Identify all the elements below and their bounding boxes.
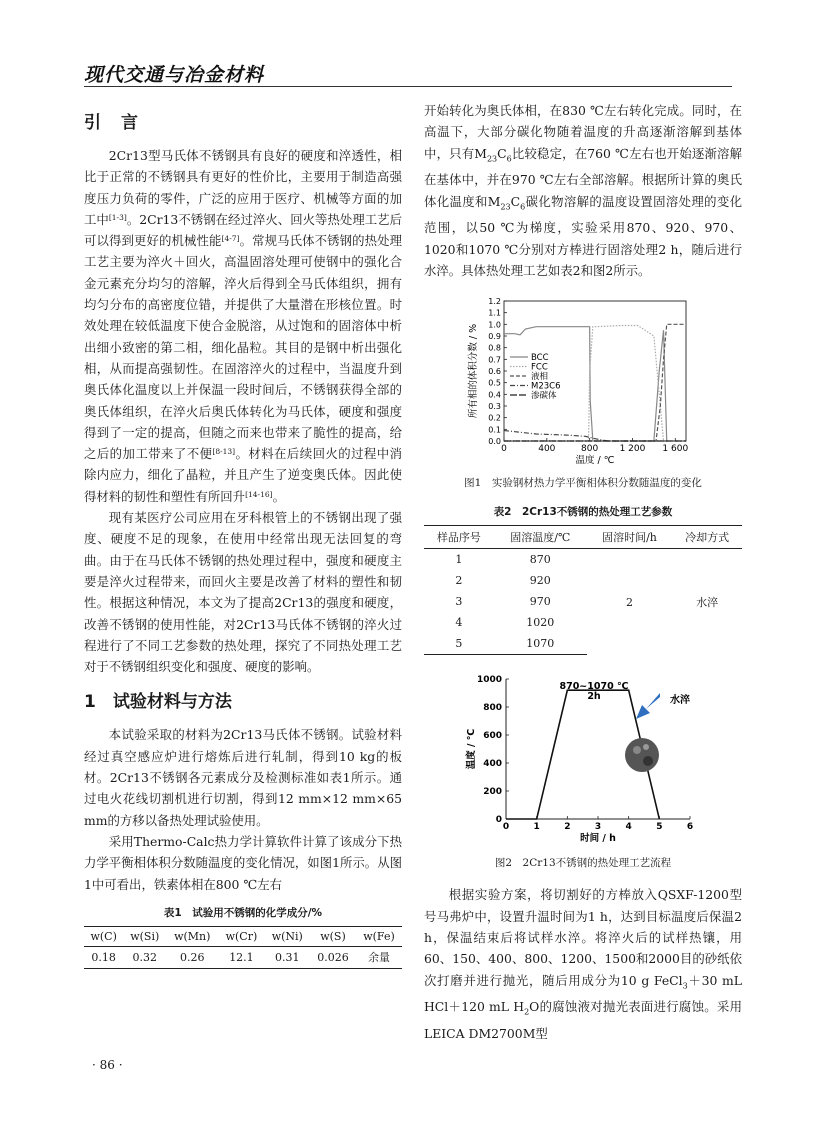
section1-paragraph-1: 本试验采取的材料为2Cr13马氏体不锈钢。试验材料经过真空感应炉进行熔炼后进行轧制，得到10 kg的板材。2Cr13不锈钢各元素成分及检测标准如表1所示。通过电火花线切割机进行切割，得到12 mm×12 mm×65 mm的方移以备热处理试验使用。 [84,727,402,828]
figure2-y-tick-label: 400 [483,759,502,770]
table1-header-cell: w(S) [310,926,356,946]
table2-cell: 1070 [494,633,587,655]
specimen-micrograph-image [625,738,659,772]
figure2-annotation-time: 2h [587,691,601,703]
section1-paragraph-2: 采用Thermo-Calc热力学计算软件计算了该成分下热力学平衡相体积分数随温度的变化情况，如图1所示。从图1中可看出，铁素体相在800 ℃左右 [84,833,402,892]
table2-cell: 870 [529,553,551,567]
figure2-annotation-quench: 水淬 [670,695,690,707]
figure1-legend-label: 渗碳体 [531,391,557,402]
table2-cell: 970 [529,595,551,609]
figure1-y-axis-label: 所有相的体积分数 / % [468,324,479,419]
figure1-x-tick-label: 800 [581,444,599,455]
right-paragraph-2: 根据实验方案，将切割好的方棒放入QSXF-1200型号马弗炉中，设置升温时间为1 h，达到目标温度后保温2 h，保温结束后将试样水淬。将淬火后的试样热镶，用60、150、400、800、1200、1500和2000目的砂纸依次打磨并进行抛光，随后用成分为10 g FeCl$_3$＋30 mL HCl＋120 mL $H_2O$的腐蚀液对抛光表面进行腐蚀。采用LEICA DM2700M型 [424,887,742,1042]
table1-header-cell: w(Ni) [265,926,310,946]
figure1-y-tick-label: 0.6 [488,367,501,377]
intro-paragraph-2: 现有某医疗公司应用在牙科根管上的不锈钢出现了强度、硬度不足的现象，在使用中经常出现无法回复的弯曲。由于在马氏体不锈钢的热处理过程中，强度和硬度主要是淬火过程带来，而回火主要是改善了材料的塑性和韧性。根据这种情况，本文为了提高2Cr13的强度和硬度，改善不锈钢的使用性能，对2Cr13马氏体不锈钢的淬火过程进行了不同工艺参数的热处理，探究了不同热处理工艺对于不锈钢组织变化和强度、硬度的影响。 [84,510,402,675]
micrograph-texture [633,746,641,754]
citation: [4-7] [221,234,240,244]
table2-merged-time: 2 [626,595,633,609]
table1-header-cell: w(Si) [123,926,166,946]
figure1-caption: 图1 实验钢材热力学平衡相体积分数随温度的变化 [464,477,702,490]
intro-heading-char2: 言 [121,113,138,133]
table1-header-cell: w(Cr) [218,926,264,946]
table1-cell: 0.26 [166,946,218,968]
figure1-y-tick-label: 0.4 [488,390,501,400]
figure1-x-axis-label: 温度 / ℃ [575,455,615,467]
table2-cell: 2 [455,574,463,588]
page-number: · 86 · [92,1058,123,1072]
table2-cell: 920 [529,574,551,588]
table2-cell: 4 [455,616,463,630]
table2-cell: 3 [455,595,463,609]
figure1-legend-label: FCC [531,362,548,373]
table2 [424,525,742,655]
table2-caption: 表2 2Cr13不锈钢的热处理工艺参数 [493,506,673,519]
figure2-y-axis-label: 温度 / ℃ [466,729,477,770]
figure1-x-tick-label: 1 200 [619,444,646,455]
table1-header-cell: w(Mn) [166,926,218,946]
intro-heading-char1: 引 [84,113,121,133]
figure2-x-tick-label: 6 [686,822,694,833]
figure1-series-line [504,327,667,441]
intro-heading [84,108,402,133]
header-rule [84,86,732,87]
figure1-y-tick-label: 0.2 [488,413,501,423]
figure2-y-tick-label: 600 [483,731,502,742]
figure1-y-tick-label: 0.1 [488,425,501,435]
figure2-x-tick-label: 1 [533,822,540,833]
figure2-y-tick-label: 200 [483,787,502,798]
figure1-y-tick-label: 1.0 [488,320,501,330]
left-column [84,100,402,969]
table1-cell: 12.1 [218,946,264,968]
figure1-x-tick-label: 400 [538,444,556,455]
figure1-y-tick-label: 0.9 [488,332,501,342]
figure1-y-tick-label: 0.8 [488,343,501,353]
table2-header-cell: 冷却方式 [672,526,742,549]
figure1-y-tick-label: 1.2 [488,297,501,307]
figure2-y-tick-label: 1000 [476,675,502,686]
table-row [424,549,742,571]
figure2-annotation-temp: 870~1070 ℃ [559,681,629,693]
figure1-series-line [504,326,664,442]
figure2-caption: 图2 2Cr13不锈钢的热处理工艺流程 [494,857,672,870]
figure2-chart [424,669,742,849]
figure1-y-tick-label: 0.3 [488,402,501,412]
table1-cell: 0.18 [84,946,123,968]
figure1-legend-label: M23C6 [531,381,561,392]
table1-cell: 余量 [356,946,402,968]
figure1-x-tick-label: 0 [501,444,507,455]
table1-cell: 0.31 [265,946,310,968]
figure2-x-tick-label: 4 [625,822,632,833]
table2-cell: 1 [455,553,463,567]
citation: [8-13] [212,447,236,457]
right-column [424,100,742,1044]
right-paragraph-1: 开始转化为奥氏体相，在830 ℃左右转化完成。同时，在高温下，大部分碳化物随着温度的升高逐渐溶解到基体中，只有$M_{23}C_6$比较稳定，在760 ℃左右也开始逐渐溶解在基体中，并在970 ℃左右全部溶解。根据所计算的奥氏体化温度和$M_{23}C_6$碳化物溶解的温度设置固溶处理的变化范围，以50 ℃为梯度，实验采用870、920、970、1020和1070 ℃分别对方棒进行固溶处理2 h，随后进行水淬。具体热处理工艺如表2和图2所示。 [424,103,743,279]
table1-caption: 表1 试验用不锈钢的化学成分/% [163,906,323,919]
table1-header-cell: w(C) [84,926,123,946]
table2-merged-cooling: 水淬 [696,596,719,610]
table-row [84,946,402,968]
figure2-x-axis-label: 时间 / h [580,833,616,845]
table2-header-cell: 样品序号 [424,526,494,549]
figure2-x-tick-label: 3 [594,822,602,833]
micrograph-texture [643,744,649,750]
journal-logo: 现代交通与冶金材料 [84,64,265,86]
figure2-y-tick-label: 0 [495,815,502,826]
figure2-x-tick-label: 2 [564,822,571,833]
figure1-legend-label: BCC [531,353,549,364]
citation: [14-16] [245,489,273,499]
figure2-x-tick-label: 0 [502,822,510,833]
figure1-y-tick-label: 0.5 [488,378,501,388]
figure1-y-tick-label: 0.7 [488,355,501,365]
table2-header-cell: 固溶温度/℃ [494,526,587,549]
figure1-chart [424,289,742,469]
figure1-series-line [504,431,686,442]
figure2-x-tick-label: 5 [656,822,663,833]
section1-heading: 1 试验材料与方法 [84,692,232,713]
table2-cell: 5 [424,633,494,655]
table1-header-cell: w(Fe) [356,926,402,946]
table2-cell: 1020 [526,616,555,630]
figure1-legend-label: 液相 [531,372,549,383]
citation: [1-3] [108,212,127,222]
table1-header-row [84,926,402,946]
table1 [84,926,402,969]
figure1-x-tick-label: 1 600 [662,444,689,455]
table2-header-cell: 固溶时间/h [587,526,672,549]
micrograph-texture [643,756,653,766]
table1-cell: 0.32 [123,946,166,968]
quench-arrow-icon [636,693,660,719]
intro-paragraph-1: 2Cr13型马氏体不锈钢具有良好的硬度和淬透性，相比于正常的不锈钢具有更好的性价比，主要用于制造高强度压力负荷的零件，广泛的应用于医疗、机械等方面的加工中[1-3]。2Cr13不锈钢在经过淬火、回火等热处理工艺后可以得到更好的机械性能[4-7]。常规马氏体不锈钢的热处理工艺主要为淬火＋回火，高温固溶处理可使钢中的强化合金元素充分均匀的溶解，淬火后得到全马氏体组织，拥有均匀分布的高密度位错，并提供了大量潜在形核位置。时效处理在较低温度下使合金脱溶，从过饱和的固溶体中析出细小致密的第二相，细化晶粒。其目的是钢中析出强化相，从而提高强韧性。在固溶淬火的过程中，当温度升到奥氏体化温度以上并保温一段时间后，不锈钢获得全部的奥氏体组织，在淬火后奥氏体转化为马氏体，硬度和强度得到了一定的提高，但随之而来也带来了脆性的提高，给之后的加工带来了不便[8-13]。材料在后续回火的过程中消除内应力，细化了晶粒，并且产生了逆变奥氏体。因此使得材料的韧性和塑性有所回升[14-16]。 [84,148,403,504]
table1-cell: 0.026 [310,946,356,968]
figure1-y-tick-label: 1.1 [488,308,501,318]
figure2-y-tick-label: 800 [483,703,502,714]
table2-header-row [424,526,742,549]
figure1-y-tick-label: 0.0 [488,437,501,447]
